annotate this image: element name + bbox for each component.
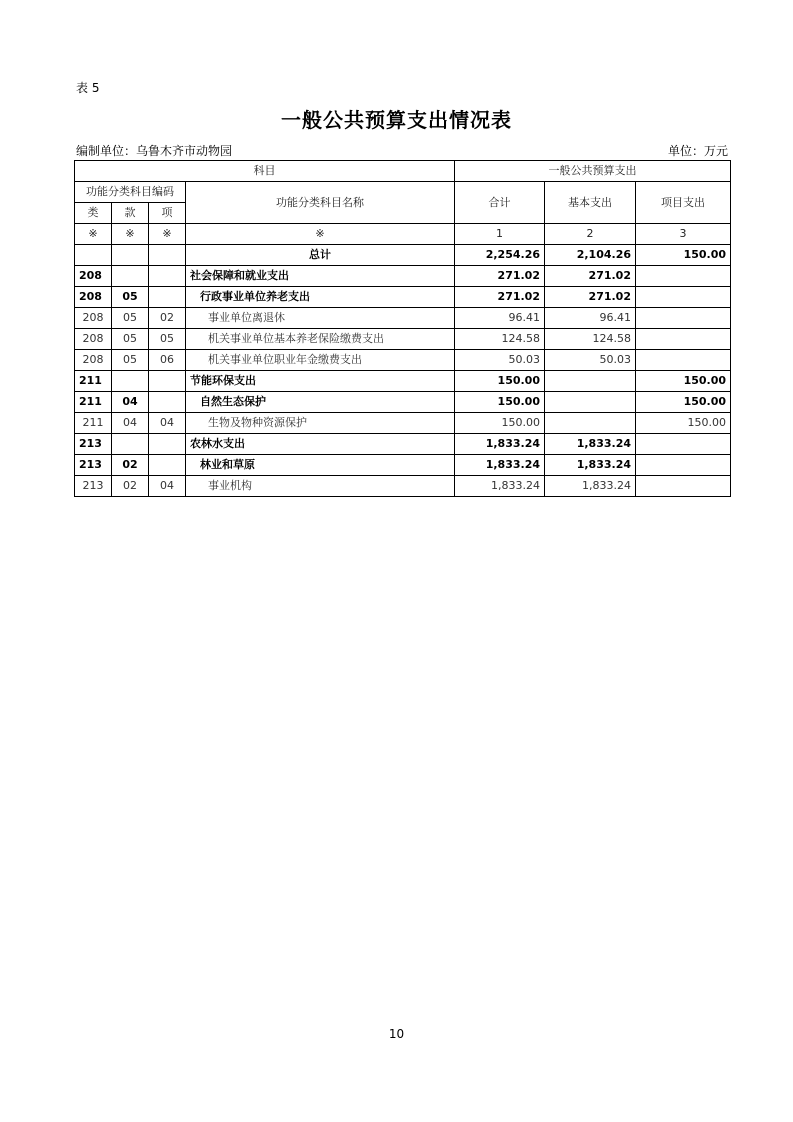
header-func-code: 功能分类科目编码	[75, 182, 186, 203]
total-value: 50.03	[455, 350, 545, 371]
subject-name: 节能环保支出	[186, 371, 455, 392]
header-project: 项目支出	[636, 182, 731, 224]
basic-value: 1,833.24	[545, 455, 636, 476]
header-basic: 基本支出	[545, 182, 636, 224]
col-index-3: 3	[636, 224, 731, 245]
total-value: 271.02	[455, 287, 545, 308]
code-xiang	[149, 392, 186, 413]
mark-name: ※	[186, 224, 455, 245]
code-kuan: 05	[112, 329, 149, 350]
project-value	[636, 434, 731, 455]
code-lei: 213	[75, 455, 112, 476]
total-value: 1,833.24	[455, 434, 545, 455]
total-value: 271.02	[455, 266, 545, 287]
code-xiang	[149, 266, 186, 287]
code-kuan: 02	[112, 476, 149, 497]
project-value	[636, 455, 731, 476]
code-kuan: 02	[112, 455, 149, 476]
code-xiang: 04	[149, 413, 186, 434]
header-subject: 科目	[75, 161, 455, 182]
totals-project: 150.00	[636, 245, 731, 266]
header-total: 合计	[455, 182, 545, 224]
subject-name: 社会保障和就业支出	[186, 266, 455, 287]
total-value: 150.00	[455, 392, 545, 413]
code-xiang	[149, 455, 186, 476]
org-label: 编制单位：乌鲁木齐市动物园	[76, 144, 233, 158]
code-lei: 208	[75, 350, 112, 371]
table-row	[75, 371, 731, 392]
code-kuan	[112, 371, 149, 392]
code-xiang	[149, 371, 186, 392]
project-value: 150.00	[636, 413, 731, 434]
project-value	[636, 266, 731, 287]
subject-name: 事业单位离退休	[186, 308, 455, 329]
total-value: 1,833.24	[455, 476, 545, 497]
code-lei: 213	[75, 476, 112, 497]
code-xiang	[149, 434, 186, 455]
basic-value: 1,833.24	[545, 434, 636, 455]
code-xiang: 04	[149, 476, 186, 497]
code-xiang: 05	[149, 329, 186, 350]
project-value	[636, 329, 731, 350]
code-kuan	[112, 266, 149, 287]
project-value: 150.00	[636, 392, 731, 413]
project-value	[636, 476, 731, 497]
code-lei: 208	[75, 287, 112, 308]
budget-table	[74, 160, 731, 497]
code-lei: 211	[75, 413, 112, 434]
basic-value	[545, 392, 636, 413]
mark-xiang: ※	[149, 224, 186, 245]
code-kuan	[112, 434, 149, 455]
totals-row	[75, 245, 731, 266]
code-lei: 211	[75, 371, 112, 392]
code-kuan: 05	[112, 350, 149, 371]
mark-kuan: ※	[112, 224, 149, 245]
code-lei: 208	[75, 308, 112, 329]
mark-lei: ※	[75, 224, 112, 245]
basic-value	[545, 413, 636, 434]
header-func-name: 功能分类科目名称	[186, 182, 455, 224]
project-value	[636, 350, 731, 371]
basic-value: 96.41	[545, 308, 636, 329]
total-value: 150.00	[455, 413, 545, 434]
subject-name: 机关事业单位职业年金缴费支出	[186, 350, 455, 371]
subject-name: 行政事业单位养老支出	[186, 287, 455, 308]
subject-name: 自然生态保护	[186, 392, 455, 413]
page-title: 一般公共预算支出情况表	[281, 108, 512, 132]
subject-name: 机关事业单位基本养老保险缴费支出	[186, 329, 455, 350]
subject-name: 事业机构	[186, 476, 455, 497]
code-kuan: 04	[112, 413, 149, 434]
table-row	[75, 413, 731, 434]
totals-total: 2,254.26	[455, 245, 545, 266]
basic-value: 50.03	[545, 350, 636, 371]
table-row	[75, 476, 731, 497]
subject-name: 生物及物种资源保护	[186, 413, 455, 434]
unit-label: 单位：万元	[667, 144, 728, 158]
total-value: 1,833.24	[455, 455, 545, 476]
totals-basic: 2,104.26	[545, 245, 636, 266]
project-value: 150.00	[636, 371, 731, 392]
table-row	[75, 329, 731, 350]
basic-value	[545, 371, 636, 392]
table-row	[75, 392, 731, 413]
table-row	[75, 455, 731, 476]
code-lei: 211	[75, 392, 112, 413]
code-lei: 208	[75, 329, 112, 350]
totals-label: 总计	[186, 245, 455, 266]
table-tag: 表 5	[76, 81, 100, 95]
total-value: 96.41	[455, 308, 545, 329]
basic-value: 124.58	[545, 329, 636, 350]
code-lei: 213	[75, 434, 112, 455]
code-kuan: 04	[112, 392, 149, 413]
code-kuan: 05	[112, 287, 149, 308]
header-kuan: 款	[112, 203, 149, 224]
code-xiang: 02	[149, 308, 186, 329]
subject-name: 农林水支出	[186, 434, 455, 455]
code-kuan: 05	[112, 308, 149, 329]
col-index-1: 1	[455, 224, 545, 245]
basic-value: 271.02	[545, 266, 636, 287]
header-xiang: 项	[149, 203, 186, 224]
code-xiang	[149, 287, 186, 308]
header-gpb-expenditure: 一般公共预算支出	[455, 161, 731, 182]
code-xiang: 06	[149, 350, 186, 371]
header-lei: 类	[75, 203, 112, 224]
col-index-2: 2	[545, 224, 636, 245]
project-value	[636, 287, 731, 308]
basic-value: 271.02	[545, 287, 636, 308]
total-value: 150.00	[455, 371, 545, 392]
code-lei: 208	[75, 266, 112, 287]
project-value	[636, 308, 731, 329]
total-value: 124.58	[455, 329, 545, 350]
table-row	[75, 434, 731, 455]
subject-name: 林业和草原	[186, 455, 455, 476]
table-row	[75, 287, 731, 308]
table-row	[75, 308, 731, 329]
table-row	[75, 350, 731, 371]
basic-value: 1,833.24	[545, 476, 636, 497]
page-number: 10	[388, 1027, 405, 1041]
table-row	[75, 266, 731, 287]
